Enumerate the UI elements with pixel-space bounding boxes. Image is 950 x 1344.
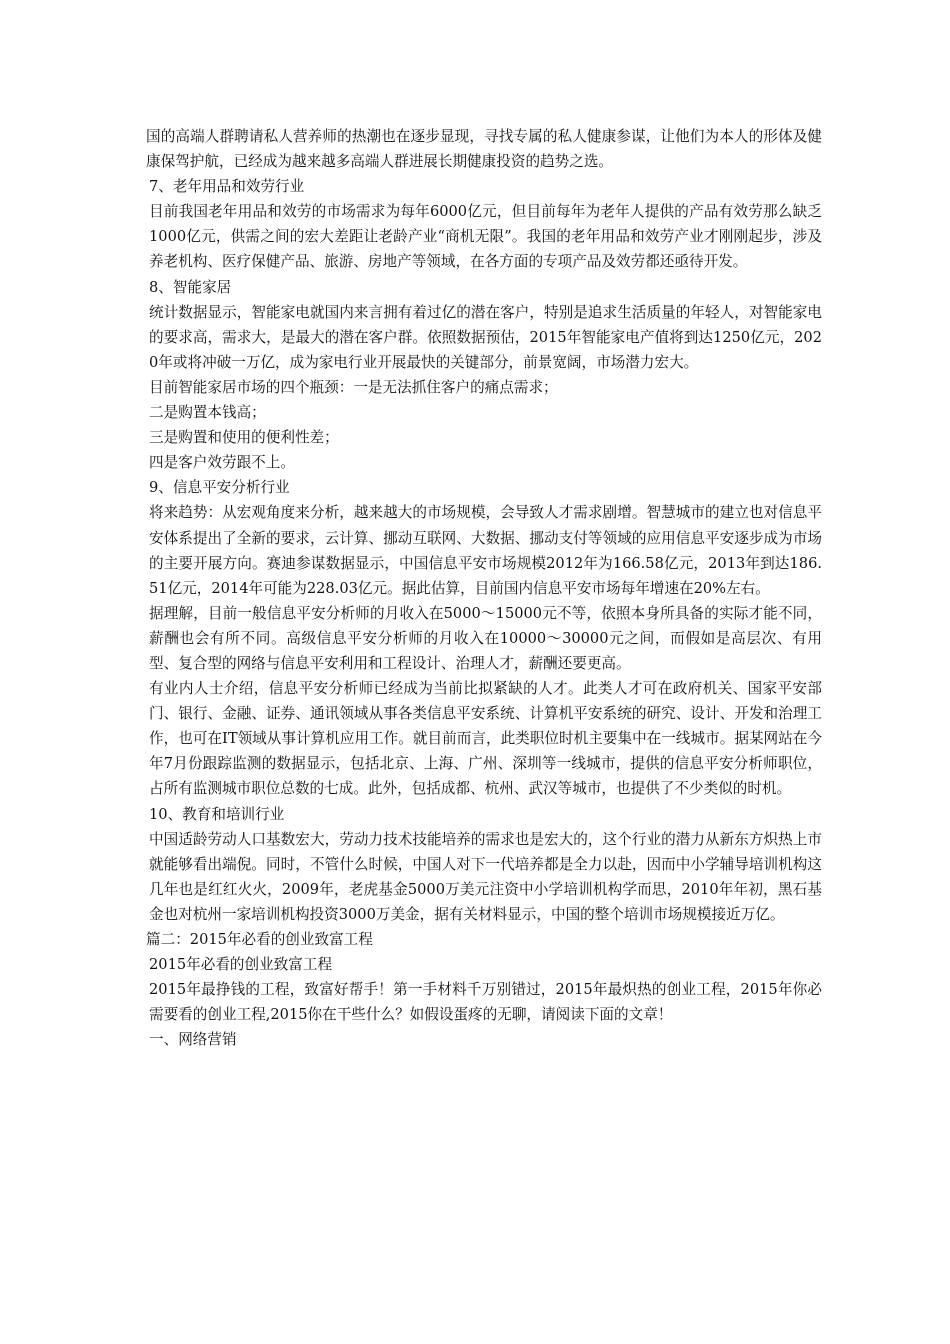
list-item-bottleneck-4: 四是客户效劳跟不上。 [149, 454, 295, 472]
paragraph-smart-home-bottlenecks: 目前智能家居市场的四个瓶颈：一是无法抓住客户的痛点需求； [149, 378, 558, 396]
paragraph-1: 国的高端人群聘请私人营养师的热潮也在逐步显现，寻找专属的私人健康参谋，让他们为本人的形体及健康保驾护航，已经成为越来越多高端人群进展长期健康投资的趋势之选。 [146, 128, 822, 171]
paragraph-info-security-trend: 将来趋势：从宏观角度来分析，越来越大的市场规模，会导致人才需求剧增。智慧城市的建立也对信息平安体系提出了全新的要求，云计算、挪动互联网、大数据、挪动支付等领域的应用信息平安逐步成为市场的主要开展方向。赛迪参谋数据显示，中国信息平安市场规模2012年为166.58亿元，2013年到达186.51亿元，2014年可能为228.03亿元。据此估算，目前国内信息平安市场每年增速在20%左右。 [149, 504, 822, 597]
heading-info-security: 9、信息平安分析行业 [149, 479, 290, 497]
list-item-bottleneck-3: 三是购置和使用的便利性差； [149, 429, 339, 447]
paragraph-education: 中国适龄劳动人口基数宏大，劳动力技术技能培养的需求也是宏大的，这个行业的潜力从新东方炽热上市就能够看出端倪。同时，不管什么时候，中国人对下一代培养都是全力以赴，因而中小学辅导培训机构这几年也是红红火火，2009年，老虎基金5000万美元注资中小学培训机构学而思，2010年年初，黑石基金也对杭州一家培训机构投资3000万美金，据有关材料显示，中国的整个培训市场规模接近万亿。 [149, 830, 822, 923]
paragraph-article-intro: 2015年最挣钱的工程，致富好帮手！第一手材料千万别错过，2015年最炽热的创业工程，2015年你必需要看的创业工程,2015你在干些什么？如假设蛋疼的无聊，请阅读下面的文章！ [149, 981, 822, 1024]
heading-education: 10、教育和培训行业 [149, 805, 285, 823]
chapter-heading-part-two: 篇二：2015年必看的创业致富工程 [146, 931, 373, 948]
paragraph-info-security-salary: 据理解，目前一般信息平安分析师的月收入在5000～15000元不等，依照本身所具备的实际才能不同，薪酬也会有所不同。高级信息平安分析师的月收入在10000～30000元之间，而假如是高层次、有用型、复合型的网络与信息平安利用和工程设计、治理人才，薪酬还要更高。 [149, 604, 822, 672]
paragraph-smart-home: 统计数据显示，智能家电就国内来言拥有着过亿的潜在客户，特别是追求生活质量的年轻人，对智能家电的要求高，需求大，是最大的潜在客户群。依照数据预估，2015年智能家电产值将到达1250亿元，2020年或将冲破一万亿，成为家电行业开展最快的关键部分，前景宽阔，市场潜力宏大。 [149, 303, 822, 371]
article-title: 2015年必看的创业致富工程 [149, 956, 333, 974]
list-item-bottleneck-2: 二是购置本钱高； [149, 404, 266, 422]
paragraph-elderly-products: 目前我国老年用品和效劳的市场需求为每年6000亿元，但目前每年为老年人提供的产品有效劳那么缺乏1000亿元，供需之间的宏大差距让老龄产业“商机无限”。我国的老年用品和效劳产业才刚刚起步，涉及养老机构、医疗保健产品、旅游、房地产等领域，在各方面的专项产品及效劳都还亟待开发。 [149, 203, 822, 271]
heading-smart-home: 8、智能家居 [149, 278, 232, 296]
document-page [146, 124, 822, 1052]
heading-online-marketing: 一、网络营销 [149, 1031, 237, 1049]
paragraph-info-security-jobs: 有业内人士介绍，信息平安分析师已经成为当前比拟紧缺的人才。此类人才可在政府机关、国家平安部门、银行、金融、证券、通讯领域从事各类信息平安系统、计算机平安系统的研究、设计、开发和治理工作，也可在IT领域从事计算机应用工作。就目前而言，此类职位时机主要集中在一线城市。据某网站在今年7月份跟踪监测的数据显示，包括北京、上海、广州、深圳等一线城市，提供的信息平安分析师职位，占所有监测城市职位总数的七成。此外，包括成都、杭州、武汉等城市，也提供了不少类似的时机。 [149, 680, 822, 798]
heading-elderly-products: 7、老年用品和效劳行业 [149, 178, 305, 196]
